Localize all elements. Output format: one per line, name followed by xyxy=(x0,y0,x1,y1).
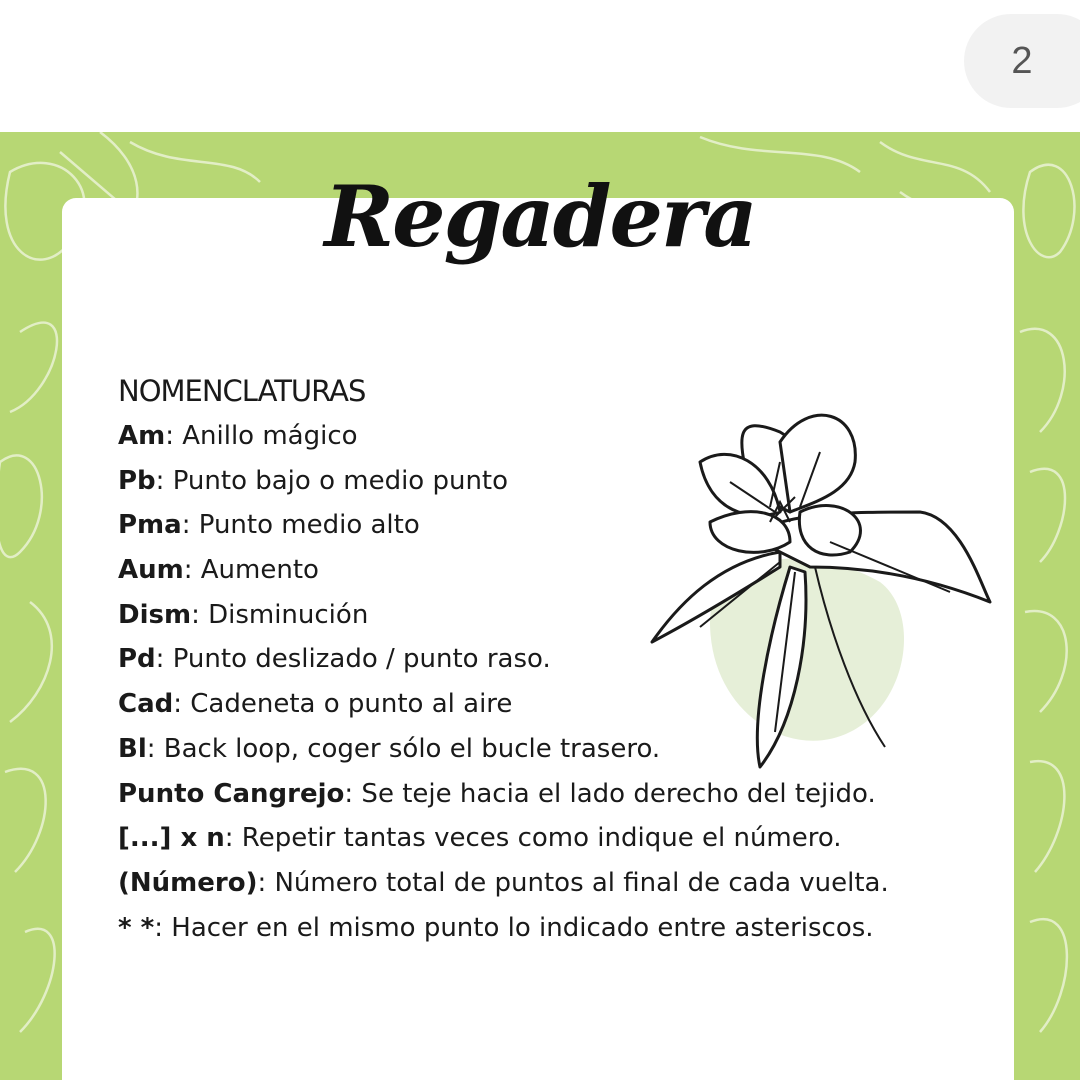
glossary-abbr: Cad xyxy=(118,689,174,720)
glossary-desc: Número total de puntos al final de cada vuelta. xyxy=(266,867,889,898)
page-indicator-badge[interactable] xyxy=(964,14,1080,108)
glossary-item-cad xyxy=(118,682,998,727)
glossary-desc: Back loop, coger sólo el bucle trasero. xyxy=(155,733,661,764)
recipe-title: Regadera xyxy=(324,167,756,266)
glossary-desc: Punto bajo o medio punto xyxy=(164,465,509,496)
glossary-desc: Aumento xyxy=(192,555,319,586)
glossary-separator: : xyxy=(183,555,193,586)
glossary-desc: Disminución xyxy=(199,599,369,630)
glossary-item-asterisks xyxy=(118,906,998,951)
glossary-item-dism xyxy=(118,593,998,638)
glossary-desc: Se teje hacia el lado derecho del tejido. xyxy=(353,778,876,809)
glossary-desc: Hacer en el mismo punto lo indicado entre asteriscos. xyxy=(163,912,874,943)
glossary-abbr: Am xyxy=(118,421,166,451)
glossary-item-punto-cangrejo xyxy=(118,772,998,817)
glossary-desc: Cadeneta o punto al aire xyxy=(182,689,513,720)
glossary-abbr: Pb xyxy=(118,465,156,496)
glossary-separator: : xyxy=(146,733,156,764)
page-number: 2 xyxy=(1011,40,1033,82)
glossary-separator: : xyxy=(155,644,165,675)
glossary-abbr: [...] x n xyxy=(118,823,225,854)
glossary-item-pb xyxy=(118,459,998,504)
glossary-abbr: Pma xyxy=(118,510,182,541)
glossary-desc: Repetir tantas veces como indique el número. xyxy=(233,823,842,854)
glossary-abbr: (Número) xyxy=(118,867,258,898)
glossary-abbr: Dism xyxy=(118,599,192,630)
glossary-item-repeat xyxy=(118,816,998,861)
glossary-separator: : xyxy=(257,867,267,898)
glossary-abbr: Punto Cangrejo xyxy=(118,778,345,809)
glossary-desc: Punto medio alto xyxy=(190,510,420,541)
top-bar xyxy=(0,0,1080,132)
glossary-item-pd xyxy=(118,637,998,682)
glossary-separator: : xyxy=(173,689,183,720)
glossary-item-pma xyxy=(118,503,998,548)
glossary-separator: : xyxy=(191,599,200,630)
glossary-separator: : xyxy=(155,465,165,496)
glossary-abbr: * * xyxy=(118,912,155,943)
glossary-item-aum xyxy=(118,548,998,593)
glossary-separator: : xyxy=(165,421,174,451)
glossary-separator: : xyxy=(154,912,164,943)
glossary-item-numero xyxy=(118,861,998,906)
glossary-item-am xyxy=(118,414,998,459)
glossary-abbr: Aum xyxy=(118,555,184,586)
glossary-separator: : xyxy=(344,778,354,809)
glossary-abbr: Bl xyxy=(118,733,147,764)
glossary-separator: : xyxy=(224,823,234,854)
glossary xyxy=(118,368,998,950)
glossary-desc: Punto deslizado / punto raso. xyxy=(164,644,551,675)
glossary-separator: : xyxy=(181,510,191,541)
glossary-item-bl xyxy=(118,727,998,772)
glossary-heading: NOMENCLATURAS xyxy=(118,374,366,408)
glossary-abbr: Pd xyxy=(118,644,156,675)
glossary-desc: Anillo mágico xyxy=(173,421,358,451)
